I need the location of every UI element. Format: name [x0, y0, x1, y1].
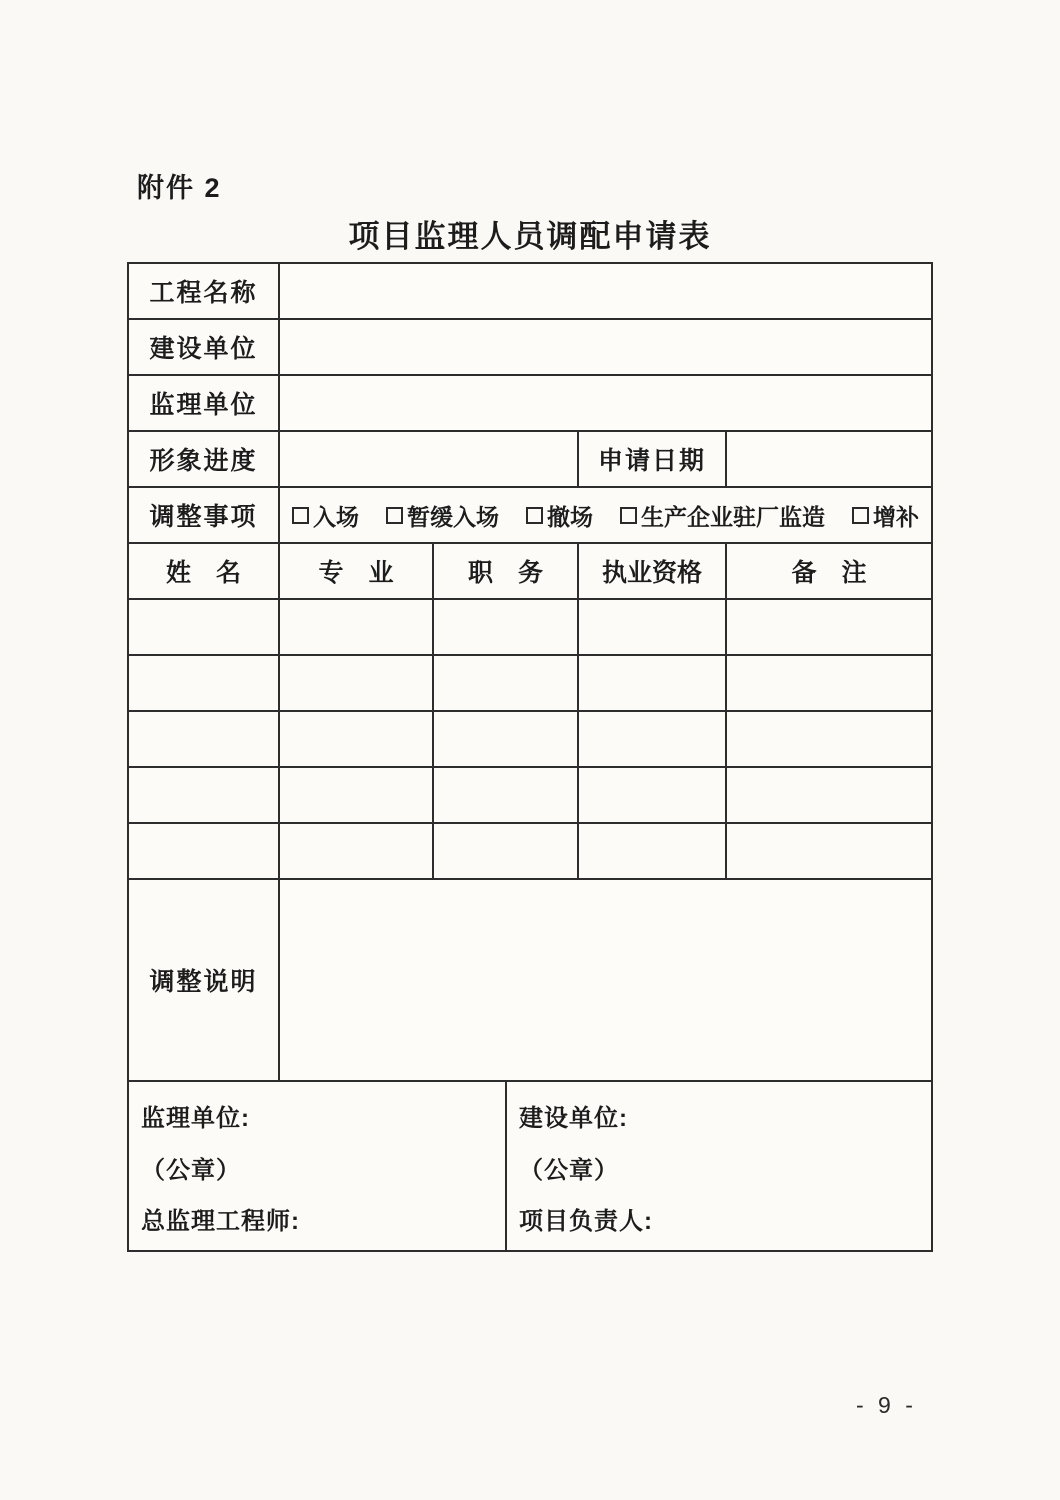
- personnel-header-row: [129, 544, 931, 600]
- adjustment-items-label: 调整事项: [129, 488, 280, 542]
- application-date-label: 申请日期: [579, 432, 727, 486]
- supervision-unit-value: [280, 376, 931, 430]
- option-postpone-entry: [386, 499, 499, 532]
- signature-supervision-unit: [129, 1082, 507, 1250]
- supervision-unit-sign-label: 监理单位:: [141, 1105, 250, 1132]
- option-label: 撤场: [547, 503, 593, 530]
- personnel-cell-qualification: [579, 768, 727, 822]
- personnel-row: [129, 768, 931, 824]
- header-qualification: 执业资格: [579, 544, 727, 598]
- header-specialty: 专 业: [280, 544, 434, 598]
- field-row-project-name: [129, 264, 931, 320]
- signature-construction-unit: [507, 1082, 931, 1250]
- supervision-unit-label: 监理单位: [129, 376, 280, 430]
- personnel-cell-specialty: [280, 656, 434, 710]
- personnel-row: [129, 712, 931, 768]
- chief-engineer-label: 总监理工程师:: [141, 1208, 300, 1235]
- option-supplement: [852, 499, 919, 532]
- field-row-construction-unit: [129, 320, 931, 376]
- option-label: 暂缓入场: [407, 503, 499, 530]
- personnel-cell-position: [434, 768, 579, 822]
- personnel-cell-remarks: [727, 600, 931, 654]
- personnel-row: [129, 824, 931, 880]
- header-remarks: 备 注: [791, 559, 867, 587]
- explanation-row: [129, 880, 931, 1082]
- personnel-row: [129, 656, 931, 712]
- personnel-cell-remarks: [727, 824, 931, 878]
- personnel-cell-name: [129, 600, 280, 654]
- personnel-row: [129, 600, 931, 656]
- personnel-cell-specialty: [280, 712, 434, 766]
- personnel-cell-qualification: [579, 712, 727, 766]
- personnel-cell-position: [434, 824, 579, 878]
- option-label: 生产企业驻厂监造: [641, 503, 825, 530]
- option-entry: [292, 499, 359, 532]
- personnel-cell-qualification: [579, 824, 727, 878]
- checkbox-icon[interactable]: [386, 507, 403, 524]
- explanation-label: 调整说明: [129, 880, 280, 1080]
- checkbox-icon[interactable]: [526, 507, 543, 524]
- header-position: 职 务: [434, 544, 579, 598]
- personnel-cell-position: [434, 656, 579, 710]
- personnel-cell-position: [434, 712, 579, 766]
- personnel-cell-specialty: [280, 768, 434, 822]
- construction-unit-value: [280, 320, 931, 374]
- personnel-cell-remarks: [727, 712, 931, 766]
- personnel-cell-qualification: [579, 656, 727, 710]
- page-title: 项目监理人员调配申请表: [348, 219, 712, 254]
- field-row-supervision-unit: [129, 376, 931, 432]
- personnel-cell-name: [129, 824, 280, 878]
- field-row-progress-date: [129, 432, 931, 488]
- project-name-value: [280, 264, 931, 318]
- application-date-value: [727, 432, 931, 486]
- construction-unit-label: 建设单位: [129, 320, 280, 374]
- option-withdraw: [526, 499, 593, 532]
- personnel-cell-qualification: [579, 600, 727, 654]
- personnel-cell-name: [129, 712, 280, 766]
- page-number: - 9 -: [856, 1392, 917, 1418]
- checkbox-icon[interactable]: [852, 507, 869, 524]
- progress-value: [280, 432, 579, 486]
- option-label: 增补: [873, 503, 919, 530]
- application-form-table: [127, 262, 933, 1252]
- option-label: 入场: [313, 503, 359, 530]
- adjustment-options: [280, 488, 931, 542]
- project-name-label: 工程名称: [129, 264, 280, 318]
- seal-label: （公章）: [519, 1156, 619, 1184]
- personnel-cell-remarks: [727, 768, 931, 822]
- personnel-cell-position: [434, 600, 579, 654]
- checkbox-icon[interactable]: [620, 507, 637, 524]
- project-leader-label: 项目负责人:: [519, 1208, 653, 1235]
- checkbox-icon[interactable]: [292, 507, 309, 524]
- explanation-value: [280, 880, 931, 1080]
- personnel-cell-name: [129, 768, 280, 822]
- personnel-cell-specialty: [280, 600, 434, 654]
- personnel-cell-name: [129, 656, 280, 710]
- construction-unit-sign-label: 建设单位:: [519, 1105, 628, 1132]
- seal-label: （公章）: [141, 1156, 241, 1184]
- header-name: 姓 名: [129, 544, 280, 598]
- signature-row: [129, 1082, 931, 1250]
- personnel-cell-remarks: [727, 656, 931, 710]
- attachment-label: 附件 2: [137, 173, 222, 203]
- option-factory-supervision: [620, 499, 825, 532]
- adjustment-items-row: [129, 488, 931, 544]
- progress-label: 形象进度: [129, 432, 280, 486]
- personnel-cell-specialty: [280, 824, 434, 878]
